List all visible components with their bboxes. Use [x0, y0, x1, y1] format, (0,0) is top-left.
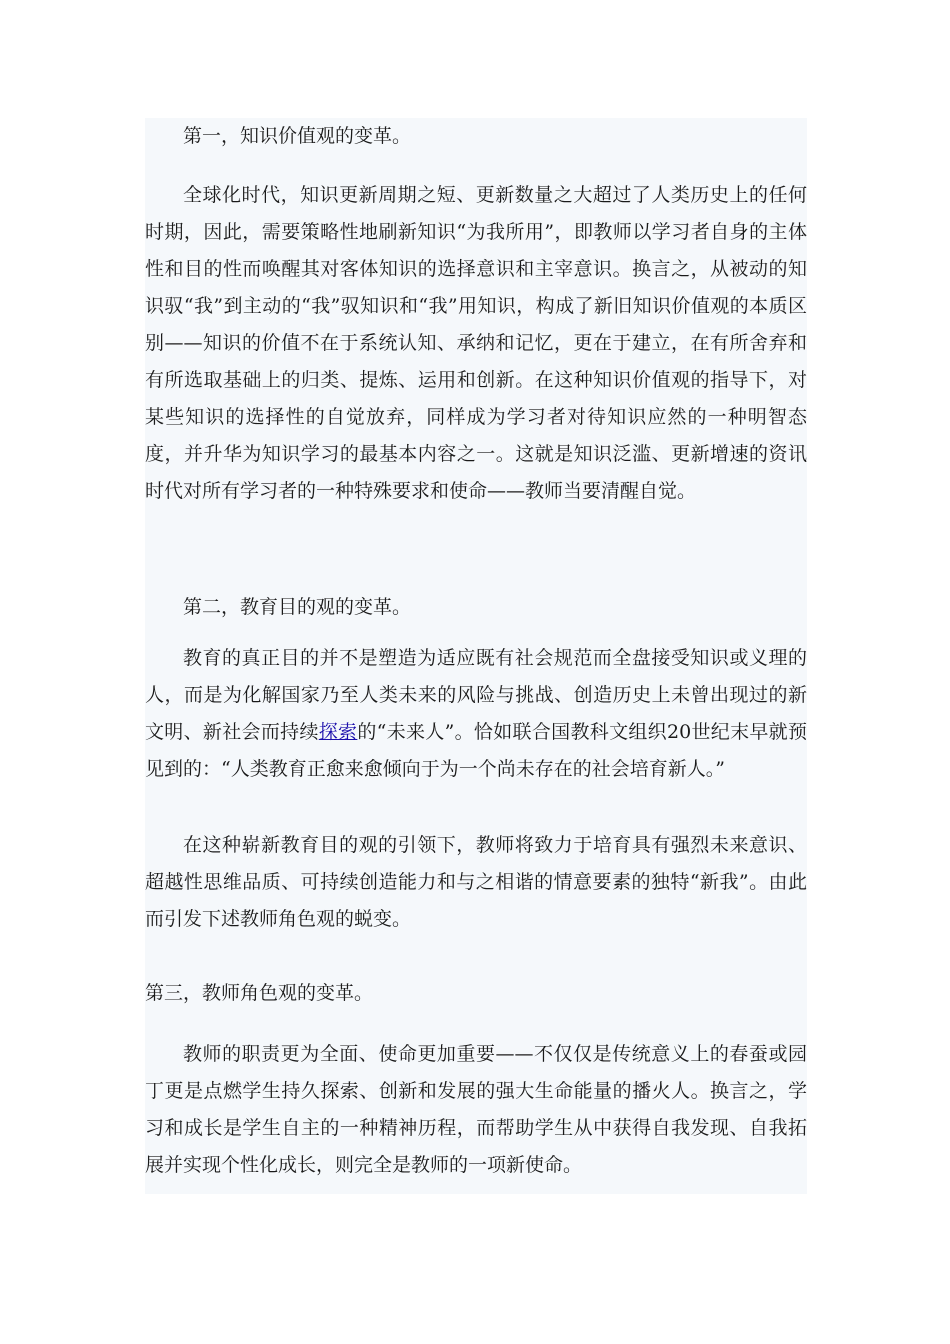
paragraph-new-self: 在这种崭新教育目的观的引领下，教师将致力于培育具有强烈未来意识、超越性思维品质、可持续创造能力和与之相谐的情意要素的独特“新我”。由此而引发下述教师角色观的蜕变。 — [145, 834, 807, 930]
paragraph-knowledge-value: 全球化时代，知识更新周期之短、更新数量之大超过了人类历史上的任何时期，因此，需要策略性地刷新知识“为我所用”，即教师以学习者自身的主体性和目的性而唤醒其对客体知识的选择意识和主宰意识。换言之，从被动的知识驭“我”到主动的“我”驭知识和“我”用知识，构成了新旧知识价值观的本质区别——知识的价值不在于系统认知、承纳和记忆，更在于建立，在有所舍弃和有所选取基础上的归类、提炼、运用和创新。在这种知识价值观的指导下，对某些知识的选择性的自觉放弃，同样成为学习者对待知识应然的一种明智态度，并升华为知识学习的最基本内容之一。这就是知识泛滥、更新增速的资讯时代对所有学习者的一种特殊要求和使命——教师当要清醒自觉。 — [145, 184, 807, 502]
paragraph-text-before-link: 教育的真正目的并不是塑造为适应既有社会规范而全盘接受知识或义理的人，而是为化解国家乃至人类未来的风险与挑战、创造历史上未曾出现过的新文明、新社会而持续 — [145, 647, 807, 743]
heading-knowledge-value: 第一，知识价值观的变革。 — [183, 125, 412, 147]
paragraph-teacher-role: 教师的职责更为全面、使命更加重要——不仅仅是传统意义上的春蚕或园丁更是点燃学生持久探索、创新和发展的强大生命能量的播火人。换言之，学习和成长是学生自主的一种精神历程，而帮助学生从中获得自我发现、自我拓展并实现个性化成长，则完全是教师的一项新使命。 — [145, 1043, 807, 1176]
heading-education-purpose: 第二，教育目的观的变革。 — [183, 596, 412, 618]
explore-link[interactable]: 探索 — [318, 721, 358, 743]
document-body — [145, 118, 807, 1194]
heading-teacher-role: 第三，教师角色观的变革。 — [145, 982, 374, 1004]
paragraph-education-purpose — [145, 640, 807, 788]
paragraph-text-after-link: 的“未来人”。恰如联合国教科文组织20世纪末早就预见到的：“人类教育正愈来愈倾向于为一个尚未存在的社会培育新人。” — [145, 721, 807, 780]
